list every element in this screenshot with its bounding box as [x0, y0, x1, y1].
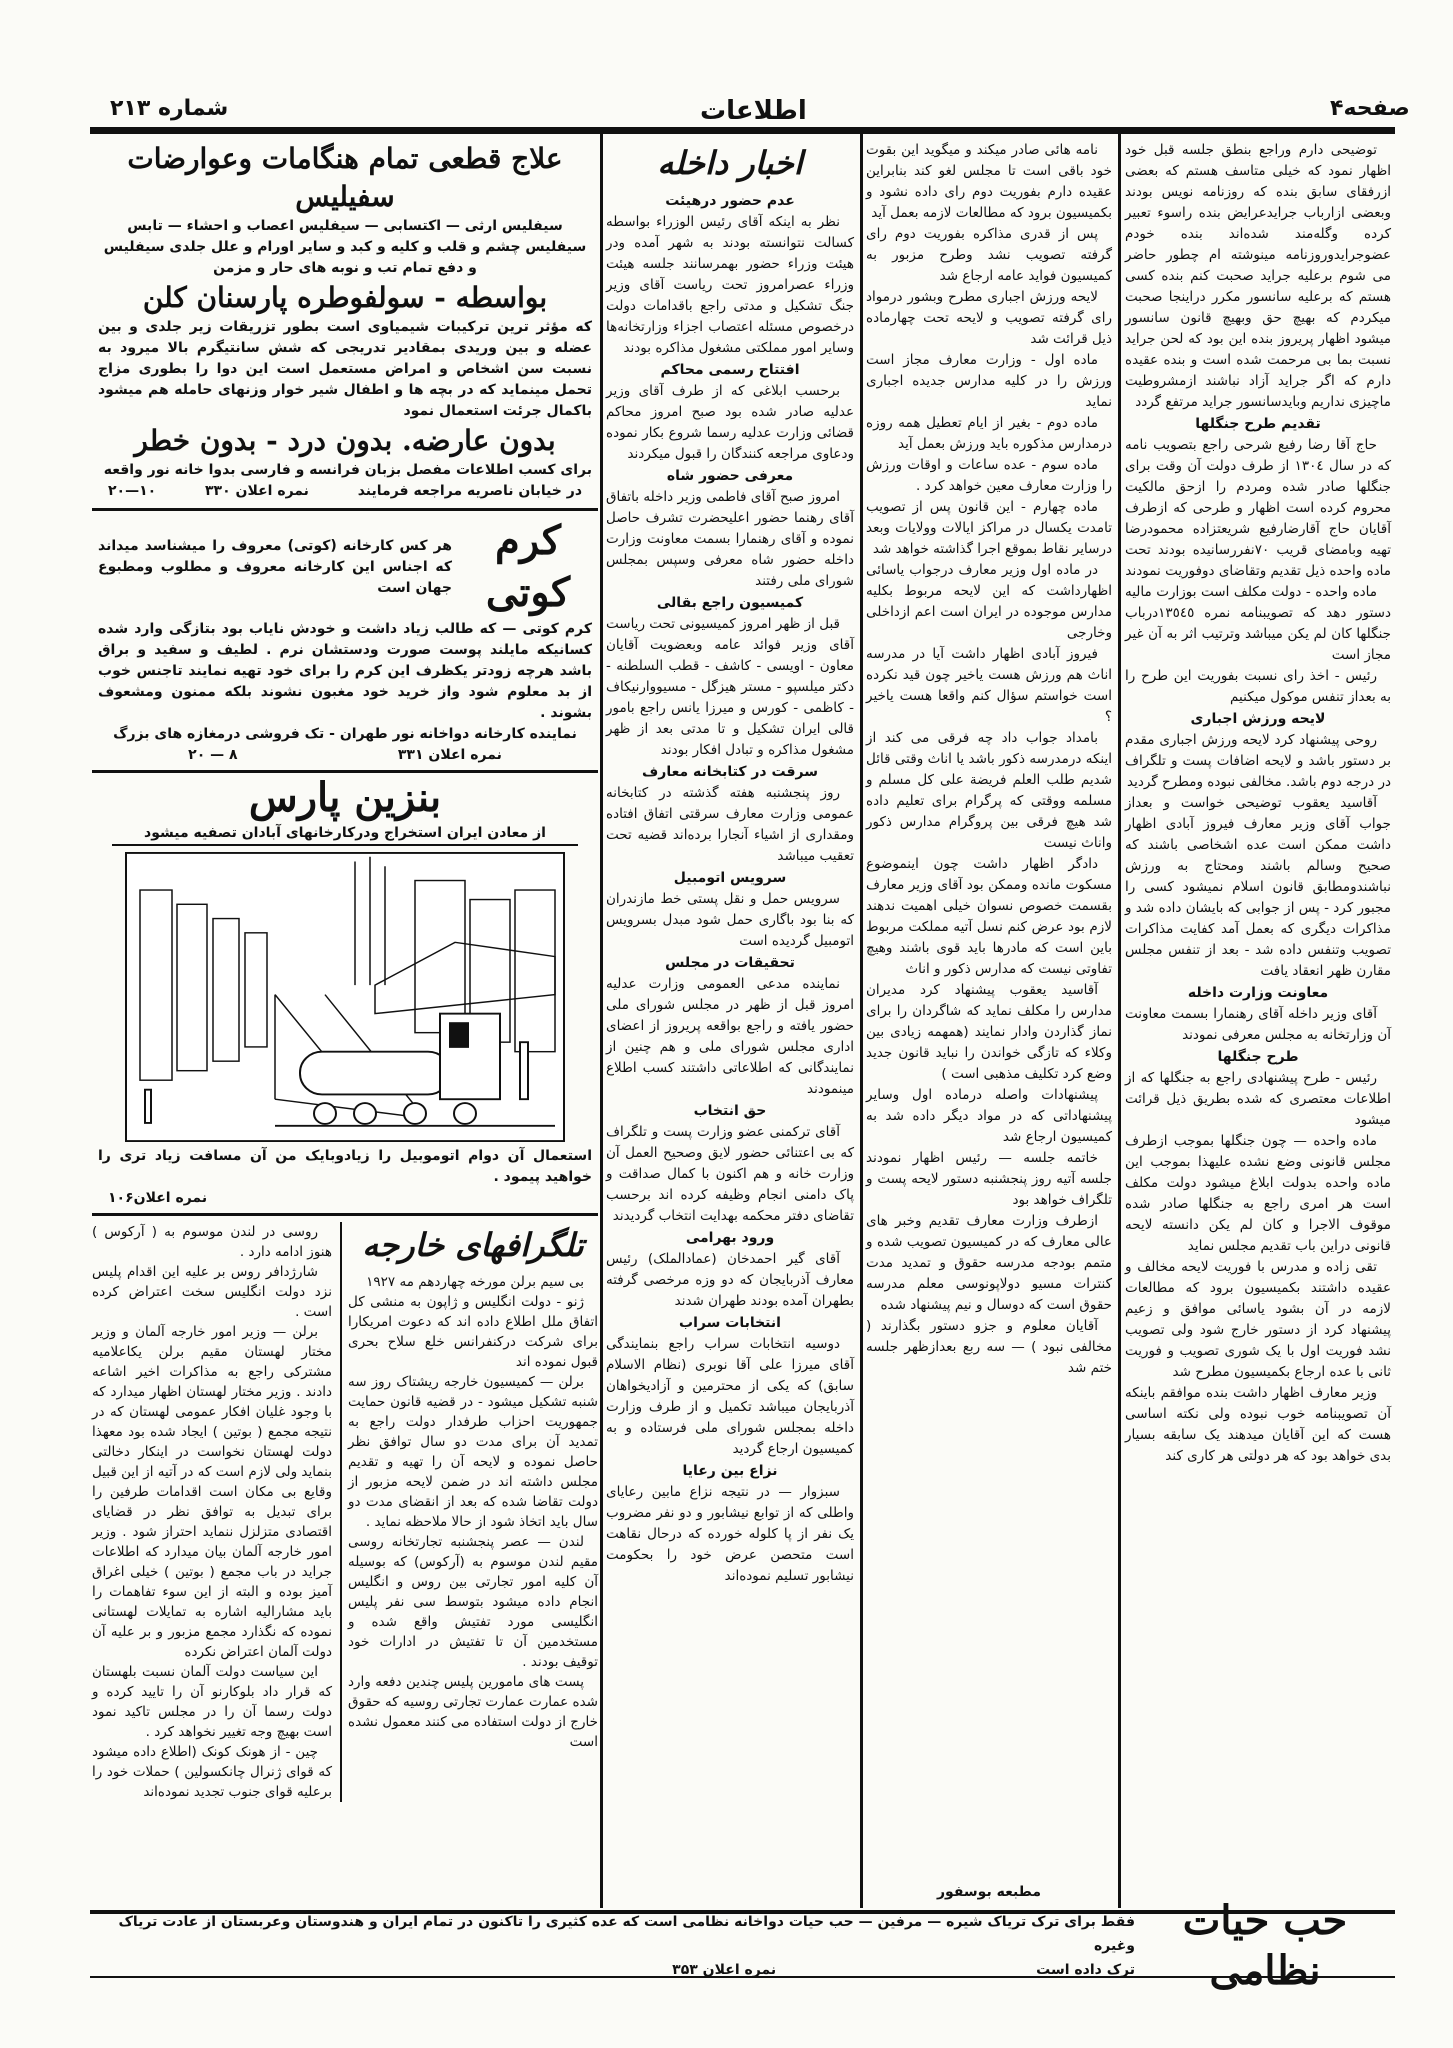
- article-paragraph: روز پنجشنبه هفته گذشته در کتابخانه عمومی وزارت معارف سرقتی اتفاق افتاده ومقداری از اشیاء آنجارا برده‌اند قضیه تحت تعقیب میباشد: [606, 785, 854, 864]
- article-paragraph: پست های مامورین پلیس چندین دفعه وارد شده عمارت عمارت تجارتی روسیه که حقوق خارج از دولت استفاده می کنند معمول نشده است: [348, 1674, 598, 1750]
- article-paragraph: بامداد جواب داد چه فرقی می کند از اینکه درمدرسه ذکور باشد یا اناث وقتی قائل شدیم طلب العلم فریضة علی کل مسلم و مسلمه ووقتی که پرگرام برای تعلیم داده شد هیچ فرقی بین پروگرام مدارس ذکور واناث نیست: [866, 730, 1112, 851]
- ad-number: نمره اعلان۱۰۶: [108, 1190, 208, 1206]
- article-heading: تقدیم طرح جنگلها: [1195, 416, 1321, 432]
- article-paragraph: پس از قدری مذاکره بفوریت دوم رای گرفته تصویب نشد وطرح مزبور به کمیسیون فواید عامه ارجاع شد: [866, 226, 1112, 284]
- article-paragraph: سرویس حمل و نقل پستی خط مازندران که بنا بود باگاری حمل شود مبدل بسرویس اتومبیل گردیده است: [606, 891, 854, 949]
- article-paragraph: امروز صبح آقای فاطمی وزیر داخله باتفاق آقای رهنما حضور اعلیحضرت تشرف حاصل نموده و آقای رهنمارا بسمت معاونت وزارت داخله حضور شاه معرفی وسپس بمجلس شورای ملی رفتند: [606, 489, 854, 589]
- article-paragraph: برلن — وزیر امور خارجه آلمان و وزیر مختار لهستان مقیم برلن یکاعلامیه مشترکی راجع به مذاکرات اخیر اشاعه دادند . وزیر مختار لهستان اظهار میدارد که با وجود غلیان افکار عمومی لهستان که در نتیجه مجمع ( بوتین ) ایجاد شده بود معهذا دولت لهستان نخواست در اینکار دخالتی بنماید ولی لازم است که در آتیه از این قبیل وقایع بی مکان است اقدامات طرفین را برای تبدیل به توافق نظر در قضایای اقتصادی متزلزل ننماید احتراز شود . وزیر امور خارجه آلمان بیان میدارد که اطلاعات جراید در باب مجمع ( بوتین ) خیلی اغراق آمیز بوده و البته از این سوء تفاهمات را باید مشارالیه اشاره به تمایلات لهستانی نموده که نگذارد مجمع مزبور و بر علیه آن دولت آلمان اعتراض نکرده: [92, 1324, 332, 1660]
- article-heading: معرفی حضور شاه: [666, 468, 794, 484]
- ad-syphilis: [92, 140, 598, 502]
- column-foreign-telegrams: [340, 1222, 598, 1802]
- ad-line: سیفلیس چشم و قلب و کلیه و کبد و سایر اورام و علل جلدی سیفلیس: [103, 239, 587, 255]
- ad-coty-cream: [92, 508, 598, 773]
- ad-subtitle: از معادن ایران استخراج ودرکارخانهای آبادان تصفیه میشود: [112, 823, 578, 846]
- article-heading: معاونت وزارت داخله: [1187, 985, 1329, 1001]
- article-paragraph: روسی در لندن موسوم به ( آرکوس ) هنوز ادامه دارد .: [92, 1224, 332, 1260]
- ad-tail: ترک داده است: [1036, 1962, 1135, 1978]
- header-rule: [90, 127, 1395, 134]
- article-paragraph: آقای ترکمنی عضو وزارت پست و تلگراف که بی اعتنائی حضور لایق وصحیح العمل آن وزارت خانه و هم اکنون با کمال صداقت و پاک دامنی انجام وظیفه کرده اند برحسب تقاضای دفتر محکمه بهدایت انتخاب گردیدند: [606, 1124, 854, 1224]
- article-paragraph: قبل از ظهر امروز کمیسیونی تحت ریاست آقای وزیر فوائد عامه وبعضویت آقایان معاون - اویسی - کاشف - قطب السلطنه - دکتر میلسپو - مستر هیزگل - مسیووارنیکاف - کاظمی - کورس و میرزا یانس راجع بامور قالی ایران تشکیل و تا مدتی بعد از ظهر مشغول مذاکره و تبادل افکار بودند: [606, 616, 854, 758]
- ad-hab-hayat-nezami: [90, 1897, 1395, 1994]
- article-paragraph: نظر به اینکه آقای رئیس الوزراء بواسطه کسالت نتوانسته بودند به شهر آمده ودر هیئت وزراء حضور بهمرسانند جلسه هیئت وزراء عصرامروز تحت ریاست آقای وزیر جنگ تشکیل و مدتی راجع باقدامات دولت درخصوص مسئله اعتصاب اجزاء وزارتخانه‌ها وسایر امور مملکتی مشغول مذاکره بودند: [606, 214, 854, 356]
- article-paragraph: ژنو - دولت انگلیس و ژاپون به منشی کل اتفاق ملل اطلاع داده اند که دعوت امریکارا برای شرکت درکنفرانس خلع سلاح بحری قبول نموده اند: [348, 1294, 598, 1370]
- ad-dates: ۱۰—۲۰: [108, 483, 157, 499]
- article-paragraph: رئیس - طرح پیشنهادی راجع به جنگلها که از اطلاعات معتصری که شده بطریق ذیل قرائت میشود: [1125, 1070, 1391, 1128]
- article-paragraph: لایحه ورزش اجباری مطرح وبشور درمواد رای گرفته تصویب و لایحه تحت چهارماده ذیل قرائت شد: [866, 289, 1112, 347]
- ad-number: نمره اعلان ۳۳۱: [397, 747, 502, 763]
- ad-info: برای کسب اطلاعات مفصل بزبان فرانسه و فارسی بدوا خانه نور واقعه: [103, 462, 592, 478]
- article-heading: ورود بهرامی: [685, 1230, 775, 1246]
- article-paragraph: سبزوار — در نتیجه نزاع مابین رعایای واطلی که از توابع نیشابور و دو نفر مضروب یک نفر از پا کلوله خورده که درحال نقاهت است متحصن عرض خود را بحکومت نیشابور تسلیم نموده‌اند: [606, 1484, 854, 1584]
- article-paragraph: روحی پیشنهاد کرد لایحه ورزش اجباری مقدم بر دستور باشد و لایحه اضافات پست و تلگراف در درجه دوم باشد. مخالفی نبوده ومطرح گردید: [1125, 732, 1391, 790]
- article-paragraph: آقاسید یعقوب پیشنهاد کرد مدیران مدارس را مکلف نماید که شاگردان را برای نماز گذاردن وادار نمایند (همهمه زیادی بین وکلاء که تازگی خواندن را نباید قانون جدید وضع کرد تکلیف مذهبی است ): [866, 982, 1112, 1082]
- article-paragraph: آقای وزیر داخله آقای رهنمارا بسمت معاونت آن وزارتخانه به مجلس معرفی نمودند: [1125, 1006, 1391, 1043]
- ad-benzin-pars: [92, 773, 598, 1216]
- article-heading: حق انتخاب: [693, 1103, 767, 1119]
- ad-agent: نماینده کارخانه دواخانه نور طهران - تک فروشی درمغازه های بزرگ: [113, 726, 577, 742]
- left-area: [92, 140, 598, 1802]
- column-majlis-report: [866, 140, 1112, 1379]
- article-paragraph: ماده اول - وزارت معارف مجاز است ورزش را در کلیه مدارس جدیده اجباری نماید: [866, 352, 1112, 410]
- ad-lead: هر کس کارخانه (کوتی) معروف را میشناسد میداند که اجناس این کارخانه معروف و مطلوب ومطبوع جهان است: [98, 537, 452, 596]
- column-domestic-news: [606, 140, 854, 1587]
- article-paragraph: شارژدافر روس بر علیه این اقدام پلیس نزد دولت انگلیس سخت اعتراض کرده است .: [92, 1264, 332, 1320]
- article-heading: عدم حضور درهیئت: [665, 193, 795, 209]
- ad-title: علاج قطعی تمام هنگامات وعوارضات سفیلیس: [127, 142, 563, 213]
- ad-body: استعمال آن دوام اتوموبیل را زیادوبایک من آن مسافت زیاد تری را خواهید پیمود .: [98, 1148, 592, 1185]
- issue-number: شماره ۲۱۳: [110, 96, 229, 121]
- refinery-illustration: [125, 852, 565, 1142]
- article-paragraph: حاج آقا رضا رفیع شرحی راجع بتصویب نامه که در سال ۱۳۰٤ از طرف دولت آن وقت برای جنگلها صادر شده ومردم را ازحق مالکیت محروم کرده است اظهار و طرحی که ازطرف آقایان حاج آقارضارفیع شریعتزاده محمودرضا تهیه وبامضای قریب ۷۰نفررسانیده بودند تحت ماده واحده ذیل تقدیم وتقاضای دوفوریت نمودند: [1125, 437, 1392, 579]
- article-paragraph: دادگر اظهار داشت چون اینموضوع مسکوت مانده وممکن بود آقای وزیر معارف بقسمت خصوص نسوان خیلی اهمیت ندهند لازم بود عرض کنم نسل آتیه مملکت مربوط باین است که مادرها باید قوی باشند وهیچ تفاوتی نیست که مدارس ذکور و اناث: [866, 856, 1112, 977]
- article-paragraph: فیروز آبادی اظهار داشت آیا در مدرسه اناث هم ورزش هست یاخیر چون قید نکرده است خواستم سؤال کنم واقعا هست یاخیر ؟: [866, 646, 1112, 725]
- ad-address: در خیابان ناصریه مراجعه فرمایند: [357, 483, 582, 499]
- article-paragraph: ماده واحده - دولت مکلف است بوزارت مالیه دستور دهد که تصویبنامه نمره ١٣٥٤٥درباب جنگلها کان لم یکن میباشد وترتیب اثر به آن غیر مجاز است: [1125, 584, 1391, 663]
- article-paragraph: تقی زاده و مدرس با فوریت لایحه مخالف و عقیده داشتند بکمیسیون برود که مطالعات لازمه در آن بشود یاسائی موافق و زعیم پیشنهاد کرد از دستور خارج شود ولی تصویب نشد فوریت اول با یک شوری تصویب و فوریت ثانی با عده ارجاع بکمیسیون مطرح شد: [1125, 1259, 1391, 1380]
- article-heading: لایحه ورزش اجباری: [1190, 711, 1326, 727]
- article-paragraph: چین - از هونک کونک (اطلاع داده میشود که قوای ژنرال چانکسولین ) حملات خود را برعلیه قوای جنوب تجدید نموده‌اند: [92, 1744, 332, 1800]
- ad-dates: ۸ — ۲۰: [188, 747, 238, 763]
- article-paragraph: ماده سوم - عده ساعات و اوقات ورزش را وزارت معارف معین خواهد کرد .: [866, 457, 1112, 494]
- article-paragraph: آقاسید یعقوب توضیحی خواست و بعداز جواب آقای وزیر معارف فیروز آبادی اظهار داشت ممکن است عده اشخاصی باشند که صحیح وسالم باشند ومحتاج به ورزش نباشندومطابق قانون اسلام نمیشود کسی را مجبور کرد - پس از جوابی که بایشان داده شد و مذاکرات دیگری که بعمل آمد کفایت مذاکرات تصویب وتنفس داده شد - بعد از تنفس مجلس مقارن ظهر انعقاد یافت: [1125, 795, 1391, 979]
- article-heading: اخبار داخله: [657, 144, 803, 182]
- column-majlis-right: [1125, 140, 1391, 1467]
- ad-number: نمره اعلان ۳۵۳: [672, 1962, 777, 1978]
- article-heading: افتتاح رسمی محاکم: [660, 362, 800, 378]
- article-paragraph: ماده واحده — چون جنگلها بموجب ازطرف مجلس قانونی وضع نشده علیهذا بموجب این ماده واحده بدولت ابلاغ میشود دولت مکلف است هر امری راجع به جنگلها صادر شده موقوف الاجرا و کان لم یکن دانسته لایحه قانونی دراین باب تقدیم مجلس نماید: [1125, 1133, 1391, 1254]
- masthead: اطلاعات: [700, 96, 807, 126]
- ad-slogan: بدون عارضه. بدون درد - بدون خطر: [134, 424, 556, 457]
- article-paragraph: نماینده مدعی العمومی وزارت عدلیه امروز قبل از ظهر در مجلس شورای ملی حضور یافته و راجع بواقعه پریروز از اعضای اداری مجلس شورای ملی و هم چنین از نمایندگانی که اطلاعاتی داشتند کسب اطلاع مینمودند: [606, 976, 854, 1097]
- article-heading: انتخابات سراب: [679, 1315, 781, 1331]
- ad-body: فقط برای ترک تریاک شیره — مرفین — حب حیات دواخانه نظامی است که عده کثیری را تاکنون در تمام ایران و هندوستان وعربستان از عادت تریاک وغیره: [118, 1914, 1135, 1954]
- article-paragraph: ماده چهارم - این قانون پس از تصویب تامدت یکسال در مراکز ایالات وولایات وبعد درسایر نقاط بموقع اجرا گذاشته خواهد شد: [866, 499, 1112, 557]
- article-paragraph: نامه هائی صادر میکند و میگوید این بقوت خود باقی است تا مجلس لغو کند بنابراین عقیده دارم بفوریت دوم رای داده نشود و بکمیسیون برود که مطالعات لازمه بعمل آید: [866, 142, 1112, 221]
- page-number: صفحه۴: [1330, 96, 1410, 121]
- ad-line: سیفلیس ارثی — اکتسابی — سیفلیس اعصاب و احشاء — تابس: [127, 218, 563, 234]
- column-divider: [1118, 134, 1121, 1908]
- article-heading: کمیسیون راجع بقالی: [656, 595, 804, 611]
- article-paragraph: بی سیم برلن مورخه چهاردهم مه ۱۹۲۷: [366, 1274, 584, 1290]
- article-paragraph: ازطرف وزارت معارف تقدیم وخبر های عالی معارف که در کمیسیون تصویب شده و متمم بودجه مدرسه حقوق و تمدید مدت کنترات مسیو دولاپونوسی معلم مدرسه حقوق است که دوسال و نیم پیشنهاد شده: [866, 1213, 1112, 1313]
- column-divider: [860, 134, 863, 1908]
- ad-line: و دفع تمام تب و نوبه های حار و مزمن: [213, 260, 477, 276]
- ad-title: حب حیات نظامی: [1182, 1897, 1348, 1994]
- printer-name: مطبعه بوسفور: [936, 1884, 1041, 1900]
- ad-title: کرم کوتی: [485, 517, 571, 616]
- ad-body: که مؤثر ترین ترکیبات شیمیاوی است بطور تزریقات زیر جلدی و بین عضله و بین وریدی بمقادیر تدریجی که شش سانتیگرم بالا میرود به نسبت سن اشخاص و امراض مستعمل است این دوا را بطوری مزاج تحمل مینماید که در بچه ها و اطفال شیر خوار وزنهای حامله هم میشود باکمال جرئت استعمال نمود: [98, 319, 592, 419]
- article-paragraph: خاتمه جلسه — رئیس اظهار نمودند جلسه آتیه روز پنجشنبه دستور لایحه پست و تلگراف خواهد بود: [866, 1150, 1112, 1208]
- article-paragraph: پیشنهادات واصله درماده اول وسایر پیشنهاداتی که در مواد دیگر داده شد به کمیسیون ارجاع شد: [866, 1087, 1112, 1145]
- article-paragraph: در ماده اول وزیر معارف درجواب یاسائی اظهارداشت که این لایحه مربوط بکلیه مدارس موجوده در ایران است اعم ازداخلی وخارجی: [866, 562, 1112, 641]
- column-divider: [600, 134, 603, 1908]
- article-paragraph: برلن — کمیسیون خارجه ریشتاک روز سه شنبه تشکیل میشود - در قضیه قانون حمایت جمهوریت احزاب طرفدار دولت راجع به تمدید آن برای مدت دو سال توافق نظر حاصل نموده و لایحه آن را تهیه و تقدیم مجلس داشته اند در ضمن لایحه مزبور از دولت تقاضا شده که بعد از انقضای مدت دو سال باید اتخاذ شود از حالا ملاحظه نماید .: [348, 1374, 598, 1530]
- article-heading: سرویس اتومبیل: [673, 870, 787, 886]
- article-paragraph: دوسیه انتخابات سراب راجع بنمایندگی آقای میرزا علی آقا نوبری (نظام الاسلام سابق) که یکی از محترمین و آزادیخواهان آذربایجان میباشد تکمیل و از طرف وزارت داخله بمجلس شورای ملی فرستاده و به کمیسیون ارجاع گردید: [606, 1336, 854, 1457]
- left-subcolumns: [92, 1222, 598, 1802]
- ad-body: کرم کوتی — که طالب زیاد داشت و خودش نایاب بود بتازگی وارد شده کسانیکه مایلند پوست صورت ودستشان نرم . لطیف و سفید و براق باشد هرچه زودتر یکظرف این کرم را برای خود تهیه نمایند تاجنس خوب از بد معلوم شود واز خرید خود مغبون نشوند بلکه ممنون ومشعوف بشوند .: [98, 621, 592, 721]
- article-heading: نزاع بین رعایا: [682, 1463, 778, 1479]
- article-paragraph: وزیر معارف اظهار داشت بنده موافقم باینکه آن تصویبنامه خوب نبوده ولی نکته اساسی هست که این آقایان میدهند یک سابقه بسیار بدی خواهد بود که هر دولتی هر کاری کند: [1125, 1385, 1391, 1464]
- article-paragraph: توضیحی دارم وراجع بنطق جلسه قبل خود اظهار نمود که خیلی متاسف هستم که بعضی ازرفقای سابق بنده که روزنامه نویس بودند وبعضی ازارباب جرایدعرایض بنده راسوء تعبیر کرده وگله‌مند شده‌اند بنده خودم عضوجرایدوروزنامه مینوشته ام چطور حاضر می شوم برعلیه جراید صحبت کنم بنده کسی هستم که برعلیه سانسور مکرر دراینجا صحبت میکردم که بهیچ حق وبهیچ قانون سانسور میشود اظهار پریروز بنده این بود که لحن جراید نسبت بما بی مرحمت شده است و بنده عقیده دارم که اگر جراید آزاد نباشند ازمشروطیت ماچیزی نداریم وبایدسانسور جراید مرتفع گردد: [1125, 142, 1391, 410]
- article-paragraph: لندن — عصر پنجشنبه تجارتخانه روسی مقیم لندن موسوم به (آرکوس) که بوسیله آن کلیه امور تجارتی بین روس و انگلیس انجام داده میشود بتوسط سی نفر پلیس انگلیسی مورد تفتیش واقع شده و مستخدمین آن تا تفتیش در ادارات خود توقیف بودند .: [348, 1534, 598, 1670]
- article-paragraph: این سیاست دولت آلمان نسبت بلهستان که قرار داد بلوکارنو آن را تایید کرده و دولت رسما آن را در مجلس تاکید نمود است بهیچ وجه تغییر نخواهد کرد .: [92, 1664, 332, 1740]
- ad-number: نمره اعلان ۳۳۰: [204, 483, 309, 499]
- article-paragraph: برحسب ابلاغی که از طرف آقای وزیر عدلیه صادر شده بود صبح امروز محاکم قضائی وزارت عدلیه رسما شروع بکار نموده ودعاوی مراجعه کنندگان را قبول میکردند: [606, 383, 854, 462]
- article-heading: سرقت در کتابخانه معارف: [642, 764, 818, 780]
- article-paragraph: آقای گیر احمدخان (عمادالملک) رئیس معارف آذربایجان که دو وزه مرخصی گرفته بطهران آمده بودند طهران شدند: [606, 1251, 854, 1309]
- ad-title: بنزین پارس: [248, 774, 442, 821]
- ad-subtitle: بواسطه - سولفوطره پارسنان کلن: [142, 281, 548, 314]
- article-heading: طرح جنگلها: [1217, 1049, 1299, 1065]
- article-paragraph: رئیس - اخذ رای نسبت بفوریت این طرح را به بعداز تنفس موکول میکنیم: [1125, 668, 1391, 705]
- article-paragraph: ماده دوم - بغیر از ایام تعطیل همه روزه درمدارس مذکوره باید ورزش بعمل آید: [866, 415, 1112, 452]
- article-heading: تحقیقات در مجلس: [665, 955, 795, 971]
- column-foreign-news: [92, 1222, 340, 1802]
- article-heading: تلگرافهای خارجه: [362, 1226, 584, 1264]
- article-paragraph: آقایان معلوم و جزو دستور بگذارند ( مخالفی نبود ) — سه ربع بعدازظهر جلسه ختم شد: [866, 1318, 1112, 1376]
